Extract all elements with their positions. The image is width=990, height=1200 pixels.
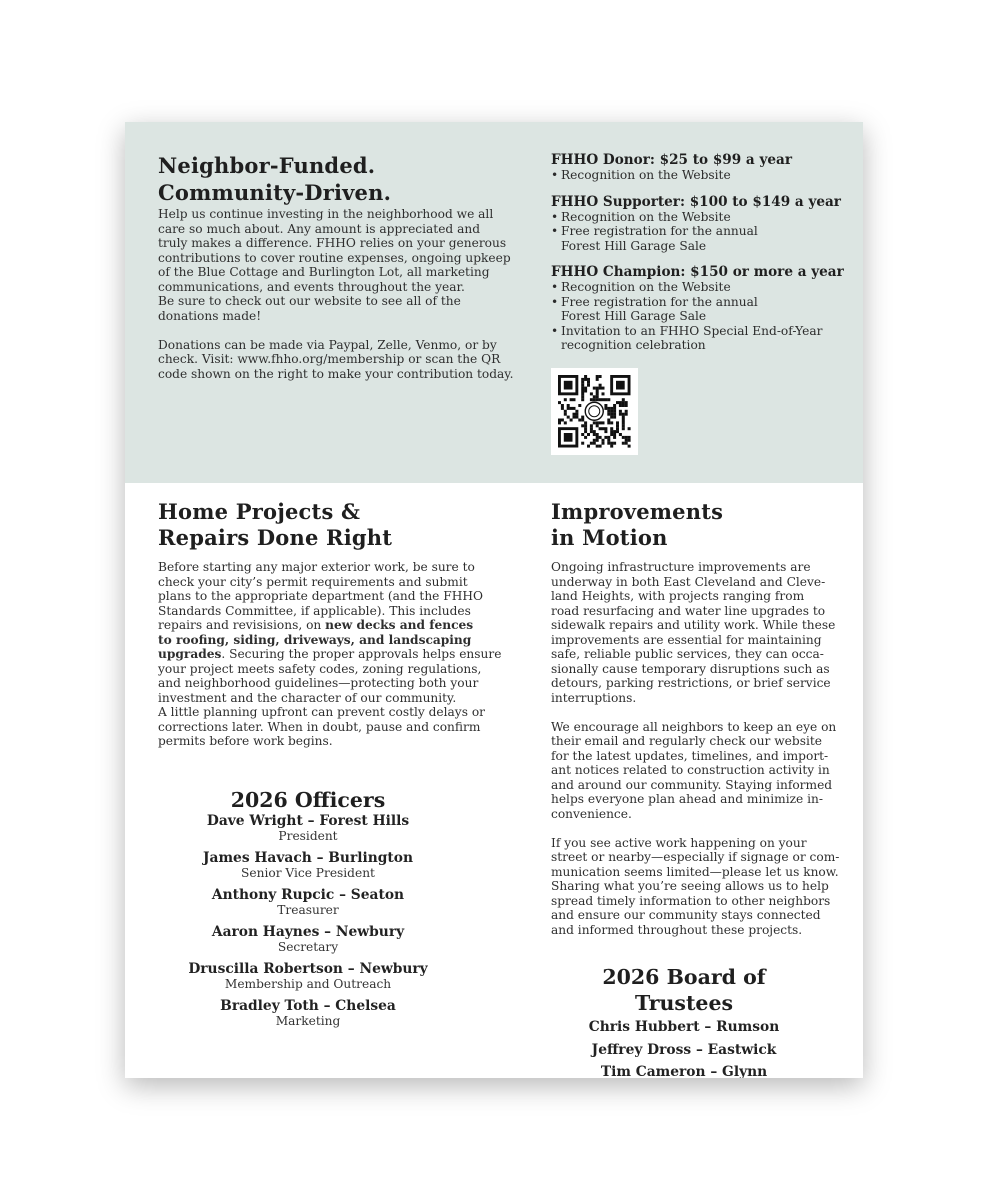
- tier-supporter: [551, 194, 851, 254]
- donation-qr-code[interactable]: [551, 368, 638, 455]
- qr-code-icon: [551, 368, 638, 455]
- projects-body: Before starting any major exterior work, be sure to check your city’s permit requirements and submit plans to the appropriate department (and the FHHO Standards Committee, if applicable). This includes repairs and revisisions, on new decks and fences to roofing, siding, driveways, and landscaping upgrades. Securing the proper approvals helps ensure your project meets safety codes, zoning regulations, and neighborhood guidelines—protecting both your investment and the character of our community. A little planning upfront can prevent costly delays or corrections later. When in doubt, pause and confirm permits before work begins.: [158, 560, 502, 748]
- officer-entry: Dave Wright – Forest Hills President: [206, 813, 410, 843]
- trustee-entry: Chris Hubbert – Rumson: [588, 1019, 780, 1035]
- officer-entry: James Havach – Burlington Senior Vice President: [202, 850, 413, 880]
- donation-paragraph: Help us continue investing in the neighborhood we all care so much about. Any amount is appreciated and truly makes a difference. FHHO relies on your generous contributions to cover routine expenses, ongoing upkeep of the Blue Cottage and Burlington Lot, all marketing communications, and events throughout the year. Be sure to check out our website to see all of the donations made!: [158, 207, 511, 323]
- tier-benefit: • Free registration for the annual Forest Hill Garage Sale: [551, 295, 851, 324]
- improvements-heading: Improvements in Motion: [551, 499, 724, 550]
- improvements-body: Ongoing infrastructure improvements are underway in both East Cleveland and Cleve- land Heights, with projects ranging from road resurfacing and water line upgrades to sidewalk repairs and utility work. While these improvements are essential for maintaining safe, reliable public services, they can occa- sionally cause temporary disruptions such as detours, parking restrictions, or brief service interruptions. We encourage all neighbors to keep an eye on their email and regularly check our website for the latest updates, timelines, and import- ant notices related to construction activity in and around our community. Staying informed helps everyone plan ahead and minimize in- convenience. If you see active work happening on your street or nearby—especially if signage or com- munication seems limited—please let us know. Sharing what you’re seeing allows us to help spread timely information to other neighbors and ensure our community stays connected and informed throughout these projects.: [551, 560, 840, 937]
- trustee-entry: Jeffrey Dross – Eastwick: [591, 1041, 777, 1058]
- newsletter-page: [125, 122, 863, 1078]
- board-heading: 2026 Board of Trustees: [602, 965, 766, 1015]
- officer-entry: Anthony Rupcic – Seaton Treasurer: [211, 887, 405, 917]
- officer-entry: Bradley Toth – Chelsea Marketing: [220, 998, 396, 1028]
- donation-intro: [158, 207, 518, 381]
- tier-donor: [551, 152, 851, 183]
- tier-title: FHHO Champion: $150 or more a year: [551, 264, 844, 280]
- tier-benefit: • Recognition on the Website: [551, 168, 851, 183]
- officers-heading: 2026 Officers: [230, 788, 386, 812]
- donation-heading: [158, 152, 518, 206]
- donation-methods: Donations can be made via Paypal, Zelle, Venmo, or by check. Visit: www.fhho.org/membership or scan the QR code shown on the right to make your contribution today.: [158, 337, 514, 381]
- board-section: [551, 964, 817, 1078]
- officers-section: [158, 787, 458, 1029]
- donation-heading-line2: Community-Driven.: [158, 180, 392, 205]
- officer-entry: Aaron Haynes – Newbury Secretary: [211, 924, 405, 954]
- tier-title: FHHO Donor: $25 to $99 a year: [551, 152, 792, 168]
- tier-champion: [551, 264, 851, 353]
- donation-heading-line1: Neighbor-Funded.: [158, 153, 376, 178]
- projects-heading: Home Projects & Repairs Done Right: [158, 499, 393, 550]
- officer-entry: Druscilla Robertson – Newbury Membership and Outreach: [188, 961, 428, 991]
- tier-benefit: • Recognition on the Website: [551, 210, 851, 225]
- donation-tiers: [551, 152, 851, 364]
- tier-benefit: • Recognition on the Website: [551, 280, 851, 295]
- tier-title: FHHO Supporter: $100 to $149 a year: [551, 193, 841, 210]
- tier-benefit: • Free registration for the annual Forest Hill Garage Sale: [551, 224, 851, 253]
- tier-benefit: • Invitation to an FHHO Special End-of-Year recognition celebration: [551, 324, 851, 353]
- trustee-entry: Tim Cameron – Glynn: [600, 1064, 768, 1078]
